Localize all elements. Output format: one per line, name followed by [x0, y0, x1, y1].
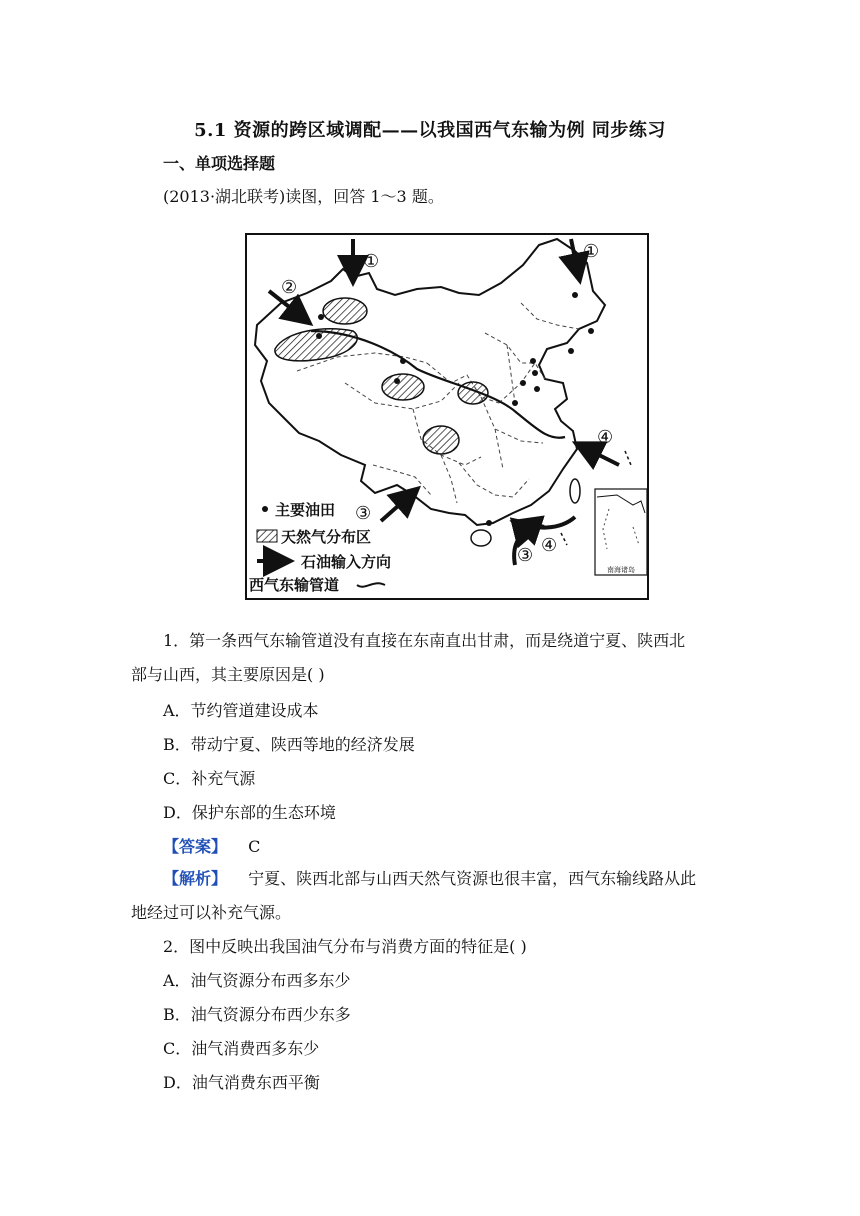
- svg-text:西气东输管道: 西气东输管道: [249, 576, 340, 594]
- svg-text:天然气分布区: 天然气分布区: [281, 528, 372, 546]
- label-4-east: ④: [597, 427, 614, 448]
- q2-stem: 2．图中反映出我国油气分布与消费方面的特征是( ): [163, 937, 527, 956]
- label-4-south: ④: [541, 535, 558, 556]
- analysis-tag: 【解析】: [163, 869, 228, 888]
- q1-analysis-line1: [163, 866, 696, 889]
- section-heading: 一、单项选择题: [163, 154, 276, 173]
- q1-stem-line2: 部与山西，其主要原因是( ): [131, 665, 325, 684]
- q1-answer: [163, 834, 260, 857]
- intro-text: (2013·湖北联考)读图，回答 1～3 题。: [163, 187, 444, 206]
- answer-value: C: [248, 837, 261, 856]
- q1-option-b: B．带动宁夏、陕西等地的经济发展: [163, 735, 415, 754]
- south-sea-inset: [595, 489, 647, 575]
- label-1-northeast: ①: [583, 241, 600, 262]
- svg-text:石油输入方向: 石油输入方向: [301, 553, 392, 571]
- q1-option-c: C．补充气源: [163, 769, 256, 788]
- q2-option-b: B．油气资源分布西少东多: [163, 1005, 351, 1024]
- q1-option-d: D．保护东部的生态环境: [163, 803, 336, 822]
- svg-text:主要油田: 主要油田: [275, 501, 336, 519]
- label-2-west: ②: [281, 277, 298, 298]
- analysis-text: 宁夏、陕西北部与山西天然气资源也很丰富，西气东输线路从此: [248, 869, 697, 888]
- q1-analysis-line2: 地经过可以补充气源。: [131, 903, 292, 922]
- q2-option-d: D．油气消费东西平衡: [163, 1073, 320, 1092]
- china-map-figure: [245, 233, 649, 600]
- q2-option-a: A．油气资源分布西多东少: [163, 971, 351, 990]
- q2-option-c: C．油气消费西多东少: [163, 1039, 320, 1058]
- answer-tag: 【答案】: [163, 837, 228, 856]
- q1-option-a: A．节约管道建设成本: [163, 701, 319, 720]
- label-3-southwest: ③: [355, 503, 372, 524]
- page-title: 5.1 资源的跨区域调配——以我国西气东输为例 同步练习: [194, 120, 666, 141]
- label-3-south: ③: [517, 545, 534, 566]
- label-1-north: ①: [363, 251, 380, 272]
- q1-stem-line1: 1．第一条西气东输管道没有直接在东南直出甘肃，而是绕道宁夏、陕西北: [163, 631, 686, 650]
- inset-label: 南海诸岛: [607, 566, 635, 574]
